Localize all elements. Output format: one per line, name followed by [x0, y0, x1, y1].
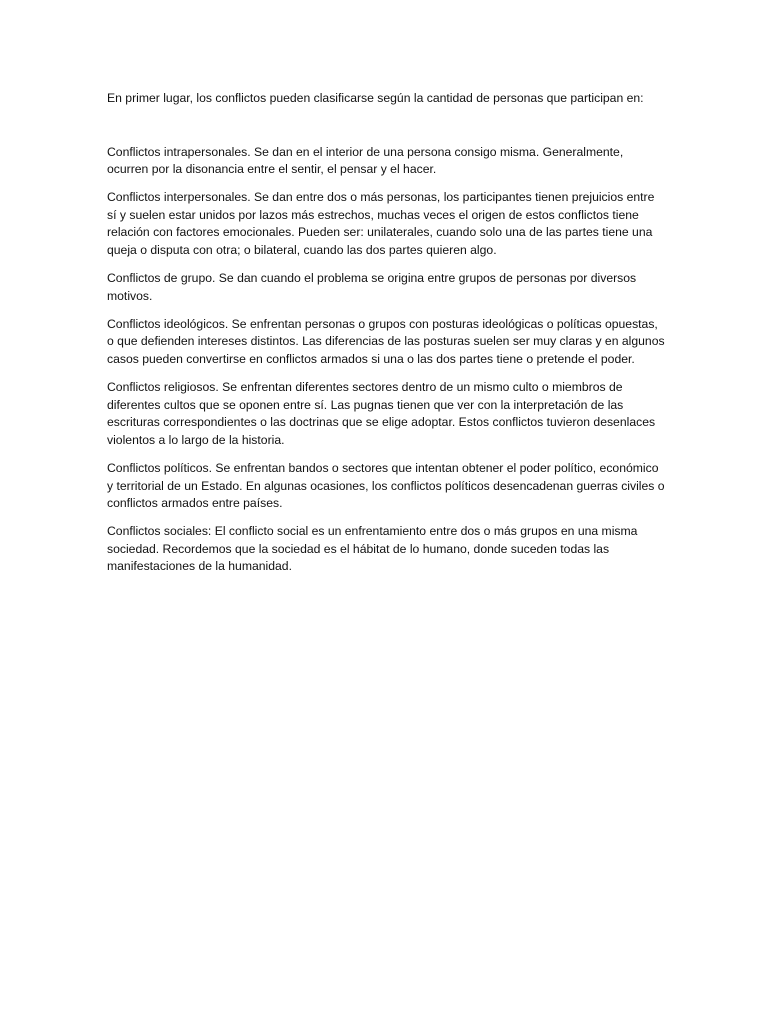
paragraph-sociales: Conflictos sociales: El conflicto social es un enfrentamiento entre dos o más grupos en una misma sociedad. Recordemos que la sociedad es el hábitat de lo humano, donde suceden todas las manifestaciones de la humanidad.: [107, 524, 638, 574]
paragraph-grupo: Conflictos de grupo. Se dan cuando el problema se origina entre grupos de personas por diversos motivos.: [107, 271, 637, 303]
intro-paragraph: En primer lugar, los conflictos pueden clasificarse según la cantidad de personas que participan en:: [107, 91, 644, 105]
paragraph-politicos: Conflictos políticos. Se enfrentan bandos o sectores que intentan obtener el poder político, económico y territorial de un Estado. En algunas ocasiones, los conflictos políticos desencadenan guerras civiles o conflictos armados entre países.: [107, 461, 665, 511]
paragraph-intrapersonales: Conflictos intrapersonales. Se dan en el interior de una persona consigo misma. Generalmente, ocurren por la disonancia entre el sentir, el pensar y el hacer.: [107, 144, 624, 177]
paragraph-religiosos: Conflictos religiosos. Se enfrentan diferentes sectores dentro de un mismo culto o miembros de diferentes cultos que se oponen entre sí. Las pugnas tienen que ver con la interpretación de las escrituras correspondientes o las doctrinas que se elige adoptar. Estos conflictos tuvieron desenlaces violentos a lo largo de la historia.: [107, 380, 656, 447]
paragraph-ideologicos: Conflictos ideológicos. Se enfrentan personas o grupos con posturas ideológicas o políticas opuestas, o que defienden intereses distintos. Las diferencias de las posturas suelen ser muy claras y en algunos casos pueden convertirse en conflictos armados si una o las dos partes tiene o pretende el poder.: [107, 316, 665, 367]
paragraph-interpersonales: Conflictos interpersonales. Se dan entre dos o más personas, los participantes tienen prejuicios entre sí y suelen estar unidos por lazos más estrechos, muchas veces el origen de estos conflictos tiene relación con factores emocionales. Pueden ser: unilaterales, cuando solo una de las partes tiene una queja o disputa con otra; o bilateral, cuando las dos partes quieren algo.: [107, 190, 655, 258]
document-body: [107, 90, 667, 587]
